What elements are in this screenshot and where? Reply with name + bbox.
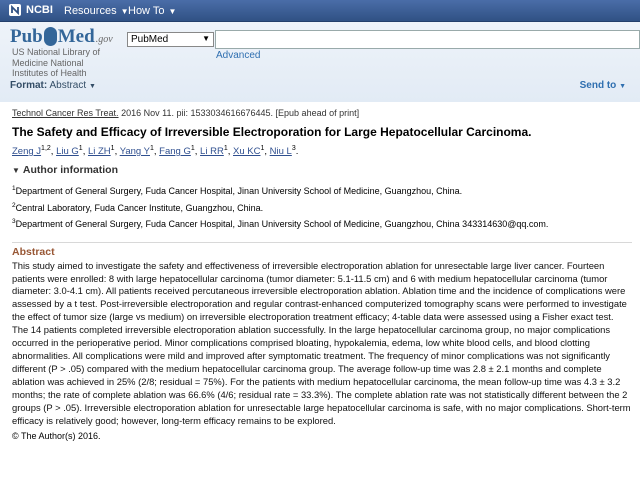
search-input[interactable] <box>215 30 640 49</box>
logo-text-pub: Pub <box>10 26 43 47</box>
pubmed-logo[interactable] <box>10 26 113 48</box>
author-information-toggle[interactable] <box>12 164 632 176</box>
affiliation-number: 1 <box>12 185 16 193</box>
author-affiliation-number: 1 <box>78 145 83 152</box>
author-affiliation-number: 1 <box>223 145 228 152</box>
author-separator: , <box>153 146 160 158</box>
advanced-search-link[interactable]: Advanced <box>216 50 261 61</box>
dropdown-arrow-icon: ▼ <box>202 34 210 43</box>
author-separator: , <box>194 146 201 158</box>
author-affiliation-number: 1 <box>110 145 115 152</box>
format-value: Abstract <box>49 80 87 91</box>
affiliation-text: Department of General Surgery, Fuda Cancer Hospital, Jinan University School of Medicine, Guangzhou, China. <box>15 186 463 197</box>
author-separator: , <box>50 146 57 158</box>
author-link[interactable]: Liu G <box>56 146 79 158</box>
nlm-line: US National Library of <box>12 47 101 57</box>
database-select[interactable] <box>127 32 214 47</box>
author-link[interactable]: Li ZH <box>87 146 111 158</box>
author-affiliation-number: 1 <box>190 145 195 152</box>
chevron-down-icon: ▼ <box>120 6 129 16</box>
affiliation-item <box>12 182 632 199</box>
ncbi-brand[interactable] <box>8 3 53 17</box>
affiliation-number: 3 <box>12 218 16 226</box>
affiliation-item <box>12 215 632 232</box>
ncbi-logo-icon <box>8 3 22 17</box>
abstract-heading: Abstract <box>12 245 55 258</box>
article-title: The Safety and Efficacy of Irreversible Electroporation for Large Hepatocellular Carcinoma. <box>12 125 532 139</box>
affiliation-list <box>12 182 632 232</box>
caret-down-icon: ▼ <box>12 166 20 176</box>
logo-text-med: Med <box>57 26 95 47</box>
format-selector[interactable] <box>10 80 96 91</box>
howto-menu[interactable] <box>128 5 176 17</box>
article-content <box>12 108 632 441</box>
section-divider <box>12 242 632 243</box>
author-separator: , <box>114 146 120 158</box>
chevron-down-icon: ▼ <box>88 83 96 90</box>
database-value: PubMed <box>131 34 169 45</box>
nlm-line: Institutes of Health <box>12 68 87 78</box>
format-label: Format: <box>10 80 48 91</box>
send-to-menu[interactable] <box>580 80 626 91</box>
author-list <box>12 145 632 157</box>
author-affiliation-number: 1 <box>260 145 265 152</box>
ncbi-label: NCBI <box>26 4 53 16</box>
logo-circle-icon <box>44 27 57 46</box>
copyright: © The Author(s) 2016. <box>12 431 101 442</box>
affiliation-number: 2 <box>12 201 16 209</box>
author-affiliation-number: 3 <box>291 145 296 152</box>
author-info-label: Author information <box>22 164 118 177</box>
author-affiliation-number: 1,2 <box>41 145 51 152</box>
author-link[interactable]: Zeng J <box>12 146 42 158</box>
nlm-caption[interactable] <box>12 47 122 79</box>
author-separator: , <box>227 146 233 158</box>
author-separator: , <box>264 146 270 158</box>
ncbi-top-bar <box>0 0 640 22</box>
author-link[interactable]: Niu L <box>269 146 292 158</box>
affiliation-text: Central Laboratory, Fuda Cancer Institute, Guangzhou, China. <box>15 202 264 213</box>
author-separator: . <box>295 146 299 158</box>
chevron-down-icon: ▼ <box>619 83 626 90</box>
chevron-down-icon: ▼ <box>168 6 177 16</box>
send-to-label: Send to <box>579 80 617 91</box>
author-affiliation-number: 1 <box>149 145 154 152</box>
resources-menu[interactable] <box>64 5 129 17</box>
resources-label: Resources <box>64 5 117 17</box>
nlm-line: Medicine National <box>12 57 84 68</box>
affiliation-item <box>12 199 632 216</box>
author-link[interactable]: Xu KC <box>233 146 261 158</box>
citation-details: 2016 Nov 11. pii: 1533034616676445. [Epub ahead of print] <box>121 108 360 118</box>
howto-label: How To <box>128 5 165 17</box>
logo-text-gov: .gov <box>95 34 113 45</box>
author-separator: , <box>82 146 88 158</box>
author-link[interactable]: Fang G <box>159 146 191 158</box>
affiliation-text: Department of General Surgery, Fuda Cancer Hospital, Jinan University School of Medicine, Guangzhou, China 343314630@qq.com. <box>15 219 549 230</box>
citation-line <box>12 108 632 118</box>
author-link[interactable]: Li RR <box>200 146 224 158</box>
journal-link[interactable]: Technol Cancer Res Treat. <box>12 108 119 118</box>
abstract-text: This study aimed to investigate the safety and effectiveness of irreversible electroporation ablation for unresectable large liver cancer. Fourteen patients were enrolled: 8 with large hepatocellular carcinoma (tumor diameter: 5.1-11.5 cm) and 6 with medium hepatocellular carcinoma (tumor diameter: 3.0-4.1 cm). All patients received percutaneous irreversible electroporation ablation. Ablation time and the incidence of complications were assessed by a t test. Post-irreversible electroporation and regular contrast-enhanced computerized tomography scans were performed to investigate the effect of tumor size (large vs medium) on irreversible electroporation treatment efficacy; 4-table data were assessed using a Fisher exact test. The 14 patients completed irreversible electroporation ablation successfully. In the large hepatocellular carcinoma group, no major complications occurred in the perioperative period. Minor complications comprised bloating, hypokalemia, edema, low white blood cells, and blood clotting abnormalities. All complications were mild and improved after symptomatic treatment. The frequency of minor complications was not significantly different (P > .05) compared with the medium hepatocellular carcinoma group. The average follow-up time was 2.8 ± 2.1 months and complete ablation was achieved in 25% (2/8; residual = 75%). For the patients with medium hepatocellular carcinoma, the mean follow-up time was 4.3 ± 3.2 months; the rate of complete ablation was 66.6% (4/6; residual rate = 33.3%). The complete ablation rate was not statistically different between the 2 groups (P > .05). Irreversible electroporation ablation for unresectable large hepatocellular carcinoma is safe, with no major complications. Short-term efficacy is relatively good; however, long-term efficacy remains to be explored. <box>12 259 631 426</box>
author-link[interactable]: Yang Y <box>119 146 150 158</box>
